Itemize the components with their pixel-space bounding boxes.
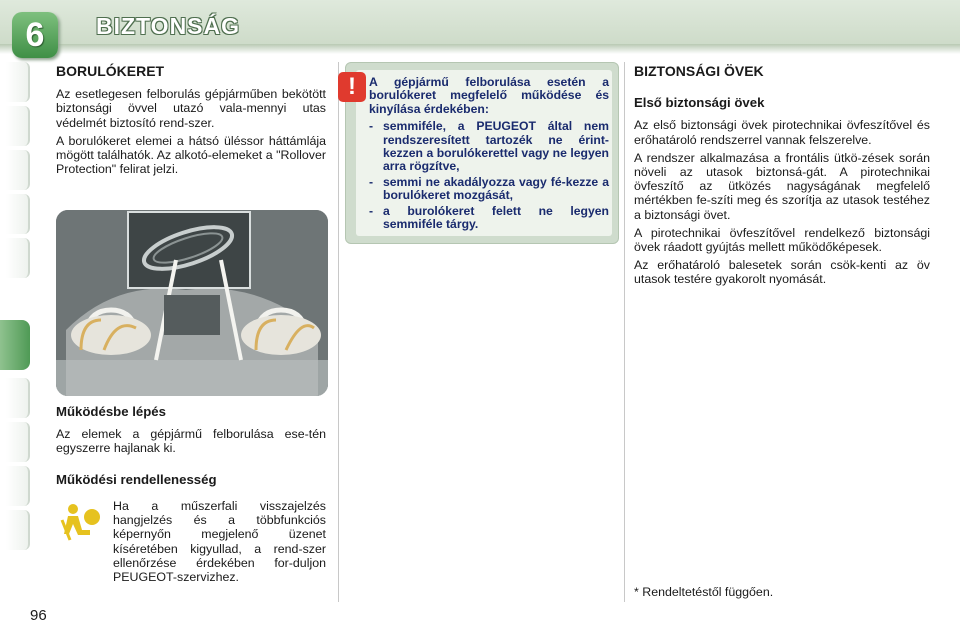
chapter-tab[interactable] [6,422,30,462]
warning-list-item: - semmiféle, a PEUGEOT által nem rendszeresített tartozék ne érint-kezzen a borulókerettel vagy ne legyen arra rögzítve, [369,119,609,174]
chapter-tab[interactable] [6,378,30,418]
warning-list-item: - a burolókeret felett ne legyen semmiféle tárgy. [369,203,609,232]
warning-icon: ! [338,72,366,102]
section-heading: BIZTONSÁGI ÖVEK [634,63,764,79]
left-column [56,64,326,180]
fault-text-block [113,499,326,588]
rollover-bar-illustration [56,210,328,396]
page-title: BIZTONSÁG [96,13,241,39]
header-shade [0,44,960,54]
chapter-tab[interactable] [6,150,30,190]
chapter-tab[interactable] [6,62,30,102]
page-number: 96 [30,607,47,624]
chapter-tab-active[interactable] [0,320,30,370]
body-paragraph: A rendszer alkalmazása a frontális ütkö-zések során növeli az utasok biztonsá-gát. A pirotechnikai övfeszítő az ütközés nagyságának megfelelő mértékben fe-szíti meg és szorítja az utasok testéhez a biztonsági övet. [634,150,930,222]
subsection-heading: Működésbe lépés [56,404,166,419]
chapter-tab[interactable] [6,510,30,550]
body-paragraph: Az elemek a gépjármű felborulása ese-tén egyszerre hajlanak ki. [56,427,326,456]
footnote: * Rendeltetéstől függően. [634,585,774,599]
chapter-badge: 6 [12,12,58,58]
activation-section [56,405,326,460]
subsection-heading: Működési rendellenesség [56,472,217,487]
warning-list-item: - semmi ne akadályozza vagy fé-kezze a borulókeret mozgását, [369,174,609,203]
fault-section [56,473,326,487]
chapter-tab-strip [0,62,34,582]
warning-list [369,120,609,231]
warning-text [369,76,609,233]
right-column [634,64,930,291]
column-divider [338,62,339,602]
subsection-heading: Első biztonsági övek [634,95,765,111]
column-divider [624,62,625,602]
chapter-tab[interactable] [6,194,30,234]
rollover-bar-photo [56,210,328,396]
section-heading: BORULÓKERET [56,63,165,79]
body-paragraph: A borulókeret elemei a hátsó üléssor háttámlája mögött találhatók. Az alkotó-elemeket a "Rollover Protection" felirat jelzi. [56,133,326,177]
chapter-tab[interactable] [6,466,30,506]
body-paragraph: Ha a műszerfali visszajelzés hangjelzés és a többfunkciós képernyőn megjelenő üzenet kíséretében kigyullad, a rend-szer ellenőrzése érdekében for-duljon PEUGEOT-szervizhez. [113,499,326,585]
body-paragraph: Az esetlegesen felborulás gépjárműben bekötött biztonsági övvel utazó vala-mennyi utas védelmét biztosító rend-szer. [56,87,326,130]
airbag-warning-icon [60,500,104,544]
chapter-tab[interactable] [6,238,30,278]
body-paragraph: Az első biztonsági övek pirotechnikai övfeszítővel és erőhatároló rendszerrel vannak felszerelve. [634,118,930,147]
chapter-tab[interactable] [6,106,30,146]
body-paragraph: A pirotechnikai övfeszítővel rendelkező biztonsági övek ráadott gyújtás mellett működőképesek. [634,225,930,255]
body-paragraph: Az erőhatároló balesetek során csök-kenti az öv utasok testére gyakorolt nyomását. [634,258,930,287]
warning-lead: A gépjármű felborulása esetén a borulókeret megfelelő működése és kinyílása érdekében: [369,75,609,116]
